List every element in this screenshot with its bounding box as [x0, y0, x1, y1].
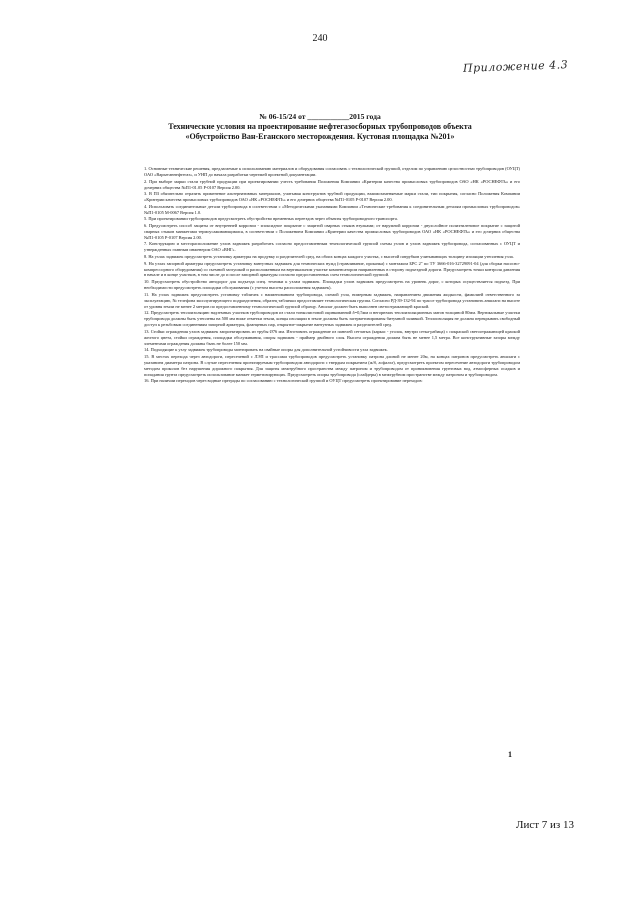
- paragraph-6: 6. Предусмотреть способ защиты от внутренней коррозии - эпоксидное покрытие с защитой сварных стыков втулками; от наружной коррозии - двухслойное полиэтиленовое покрытие с защитой сварных стыков манжетами термоусаживающимися, в соответствии с Положением Компании «Критерии качества промысловых трубопроводов ОАО «НК «РОСНЕФТЬ» и его дочерних общества №П1-0105 Р-0107 Версия 2.00.: [144, 222, 520, 240]
- attachment-note: Приложение 4.3: [462, 58, 569, 75]
- footer-mark: 1: [508, 750, 512, 759]
- paragraph-11: 11. На узлах задвижек предусмотреть установку табличек с наименованием трубопровода, схемой узла, номерным задвижек, направлением движения жидкости, фамилией ответственного за эксплуатацию, № телефона эксплуатирующего подразделения, образец таблички предоставляет технологическая группа. Согласно РД-39-132-94 по трассе трубопровода установить аншлаги на высоте от уровня земли не менее 2 метров по предоставленному технологической группой образцу. Аншлаг должен быть выполнен светоотражающей краской.: [144, 291, 520, 309]
- paragraph-2: 2. При выборе марки стали трубной продукции при проектировании учесть требования Положения Компании «Критерии качества промысловых трубопроводов ОАО «НК «РОСНЕФТЬ» и его дочерних общества №П1-01.05 Р-0107 Версия 2.00.: [144, 178, 520, 190]
- paragraph-3: 3. В ПЗ обязательно отразить применение альтернативных материалов, учитывая конструктив трубной продукции, взаимозаменяемые марки стали, тип покрытия, согласно Положения Компании «Критерии качества промысловых трубопроводов ОАО «НК «РОСНЕФТЬ» и его дочерних общества №П1-0105 Р-0107 Версия 2.00.: [144, 191, 520, 203]
- paragraph-7: 7. Конструкцию и месторасположение узлов задвижек разработать согласно предоставленным технологической группой схемы узлов и узлов задвижек трубопровода, согласованных с ОУЦТ и утвержденных главным инженером ОАО «ВНГ».: [144, 241, 520, 253]
- paragraph-12: 12. Предусмотреть теплоизоляцию надземных участков трубопроводов из стали тонколистовой оцинкованной δ=0,5мм и негорючих теплоизоляционных матов толщиной 80мм. Вертикальные участки трубопровода должны быть утеплены на 500 мм ниже отметки земли, концы изоляции в земле должны быть загерметизированы битумной заливкой. Теплоизоляция не должна перекрывать свободный доступ к резьбовым соединениям запорной арматуры, фланцевых пар, открытие-закрытие вантузных задвижек и разделителей сред.: [144, 310, 520, 328]
- paragraph-15: 15. В местах перехода через автодороги, пересечений с ЛЭП и трассами трубопроводов предусмотреть установку патрона длиной не менее 20м, на концах патронов предусмотреть аншлаги с указанием диаметра патрона. В случае пересечения проектируемым трубопроводом автодороги с твердым покрытием (ж/б, асфальт), предусмотреть проектом пересечение автодороги трубопроводом методом проколов без нарушения дорожного покрытия. Для защиты межтрубного пространства между патроном и трубопроводом от проникновения грунтовых вод, атмосферных осадков и попадания грунта предусмотреть использование манжет герметизирующих. Предусмотреть опоры трубопровода (слайдеры) в межтрубном пространстве между патроном и трубопроводом.: [144, 353, 520, 377]
- document-body: [144, 166, 520, 385]
- document-title: Технические условия на проектирование нефтегазосборных трубопроводов объекта «Обустройство Ван-Еганского месторождения. Кустовая площадка №201»: [168, 122, 472, 141]
- paragraph-5: 5. При проектировании трубопроводов предусмотреть обустройство временных переездов через объекты трубопроводного транспорта.: [144, 216, 398, 222]
- paragraph-16: 16. При наличии переходов через водные преграды по согласованию с технологической группой и ОУЦТ предусмотреть проектирование переходов:: [144, 378, 423, 384]
- paragraph-9: 9. На узлах запорной арматуры предусмотреть установку вантузных задвижек для технических нужд (стравливание, прокачка) с монтажом БРС 2" по ТУ 3666-016-32729091-04 (для сборки насосно-компрессорного оборудования) со съемной заглушкой и расположенным на вертикальном участке компенсатором направленных в сторону подъездной дороги. Предусмотреть точки контроля давления в начале и в конце участков, в том числе до и после запорной арматуры согласно предоставленных схем технологической группой.: [144, 260, 520, 278]
- paragraph-14: 14. Подходящие к узлу задвижек трубопроводы монтировать на свайные опоры для дополнительной устойчивости узла задвижек.: [144, 347, 388, 353]
- sheet-counter: Лист 7 из 13: [516, 819, 575, 831]
- page-number: 240: [312, 33, 328, 44]
- paragraph-13: 13. Стойки ограждения узлов задвижек запроектировать из трубы Ø76 мм. Изготовить ограждение из панелей сетчатых (каркас - уголок, внутри сетка-рабица) с покраской светоотражающей краской желтого цвета, стойки ограждения, площадки обслуживания, опоры задвижек - праймер двойного слоя. Высота ограждения должна быть не менее 1,5 метра. Все конструктивные зазоры между элементами ограждения должны быть не более 150 мм.: [144, 328, 520, 346]
- document-number: № 06-15/24 от ___________2015 года: [259, 112, 381, 121]
- paragraph-8: 8. На узлах задвижек предусмотреть установку арматуры на продувку и разделителей сред, на обоих концах каждого участка, с высотой патрубков учитывающих толщину изоляции утепления узла.: [144, 253, 514, 259]
- paragraph-10: 10. Предусмотреть обустройство автодорог для подъезда спец. техники к узлам задвижек. Площадки узлов задвижек предусмотреть на уровень дорог, с которых осуществляется подъезд. При необходимости предусмотреть площадки обслуживания (с учетом высоты расположения задвижек).: [144, 279, 520, 291]
- paragraph-4: 4. Использовать соединительные детали трубопровода в соответствии с «Методическими указаниями Компании «Технические требования к соединительным деталям промысловых трубопроводов» №П1-0105 М-0067 Версия 1.0.: [144, 203, 520, 215]
- paragraph-1: 1. Основные технические решения, предлагаемые к использованию материалов и оборудования согласовать с технологической группой, отделом по управлению целостностью трубопроводов (ОУЦТ) ОАО «Варьеганнефтегаз», и УНП до начала разработки чертежей проектной документации.: [144, 166, 520, 177]
